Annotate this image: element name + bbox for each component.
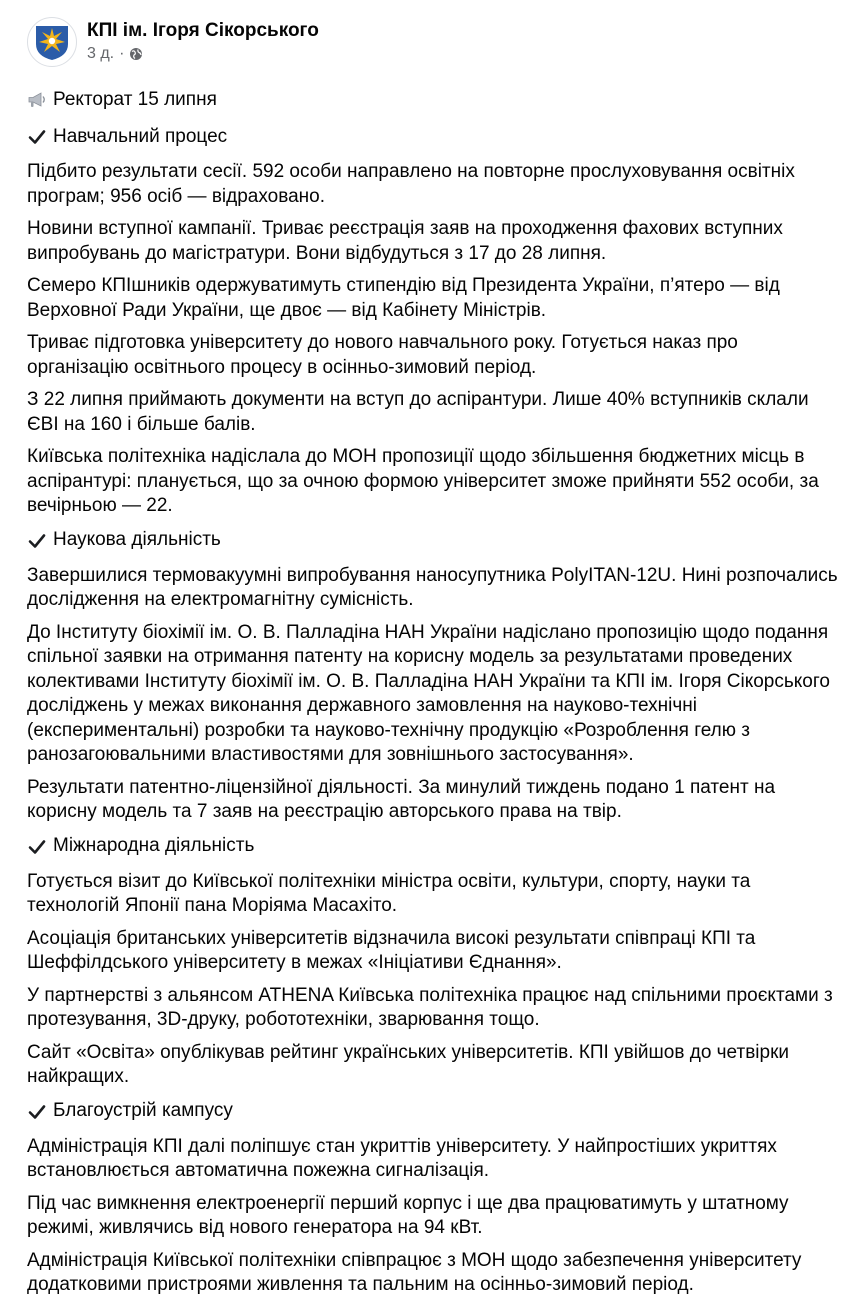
section-title-campus — [27, 1098, 842, 1126]
page-avatar[interactable] — [27, 17, 77, 67]
university-logo-icon — [32, 22, 72, 62]
post-timestamp[interactable]: 3 д. — [87, 45, 115, 62]
paragraph: Семеро КПІшників одержуватимуть стипендію від Президента України, п’ятеро — від Верховної Ради України, ще двоє — від Кабінету Міністрів. — [27, 275, 780, 321]
headline-text: Ректорат 15 липня — [53, 88, 217, 110]
paragraph: Київська політехніка надіслала до МОН пропозиції щодо збільшення бюджетних місць в аспірантурі: планується, що за очною формою університет зможе прийняти 552 особи, за вечірньою — 22. — [27, 446, 819, 516]
paragraph: Адміністрація КПІ далі поліпшує стан укриттів університету. У найпростіших укриттях встановлюється автоматична пожежна сигналізація. — [27, 1135, 777, 1181]
paragraph: Підбито результати сесії. 592 особи направлено на повторне прослуховування освітніх програм; 956 осіб — відраховано. — [27, 161, 795, 207]
section-title: Міжнародна діяльність — [53, 835, 255, 857]
paragraph: Під час вимкнення електроенергії перший корпус і ще два працюватимуть у штатному режимі, живлячись від нового генератора на 94 кВт. — [27, 1192, 789, 1238]
paragraph: Триває підготовка університету до нового навчального року. Готується наказ про організацію освітнього процесу в осінньо-зимовий період. — [27, 332, 738, 378]
post-headline — [27, 86, 842, 114]
post-meta — [87, 43, 319, 65]
section-title: Навчальний процес — [53, 125, 228, 147]
paragraph: Адміністрація Київської політехніки співпрацює з МОН щодо забезпечення університету додатковими пристроями живлення та пальним на осінньо-зимовий період. — [27, 1249, 802, 1295]
meta-separator: · — [119, 45, 125, 62]
paragraph: Асоціація британських університетів відзначила високі результати співпраці КПІ та Шеффілдського університету в межах «Ініціативи Єднання». — [27, 927, 756, 973]
page-name[interactable]: КПІ ім. Ігоря Сікорського — [87, 20, 319, 41]
paragraph: У партнерстві з альянсом ATHENA Київська політехніка працює над спільними проєктами з протезування, 3D-друку, робототехніки, зварювання тощо. — [27, 984, 833, 1030]
paragraph: До Інституту біохімії ім. О. В. Палладіна НАН України надіслано пропозицію щодо подання спільної заявки на отримання патенту на корисну модель за результатами проведених колективами Інституту біохімії ім. О. В. Палладіна НАН України та КПІ ім. Ігоря Сікорського досліджень у межах виконання державного замовлення на науково-технічні (експериментальні) розробки та науково-технічну продукцію «Розроблення гелю з ранозагоювальними властивостями для зовнішнього застосування». — [27, 621, 830, 765]
check-mark-icon — [27, 1102, 47, 1122]
paragraph: Завершилися термовакуумні випробування наносупутника PolyITAN-12U. Нині розпочались дослідження на електромагнітну сумісність. — [27, 564, 838, 610]
section-title: Наукова діяльність — [53, 529, 221, 551]
section-title-international — [27, 833, 842, 861]
section-title-science — [27, 527, 842, 555]
check-mark-icon — [27, 837, 47, 857]
check-mark-icon — [27, 531, 47, 551]
post-header — [27, 14, 844, 70]
megaphone-icon — [27, 90, 47, 110]
paragraph: Готується візит до Київської політехніки міністра освіти, культури, спорту, науки та технологій Японії пана Моріяма Масахіто. — [27, 870, 751, 916]
paragraph: Сайт «Освіта» опублікував рейтинг українських університетів. КПІ увійшов до четвірки найкращих. — [27, 1041, 790, 1087]
section-title: Благоустрій кампусу — [53, 1100, 233, 1122]
paragraph: Результати патентно-ліцензійної діяльності. За минулий тиждень подано 1 патент на корисну модель та 7 заяв на реєстрацію авторського права на твір. — [27, 776, 776, 822]
post-text — [27, 86, 842, 1298]
check-mark-icon — [27, 127, 47, 147]
globe-icon[interactable] — [129, 47, 143, 61]
paragraph: З 22 липня приймають документи на вступ до аспірантури. Лише 40% вступників склали ЄВІ на 160 і більше балів. — [27, 389, 809, 435]
paragraph: Новини вступної кампанії. Триває реєстрація заяв на проходження фахових вступних випробувань до магістратури. Вони відбудуться з 17 до 28 липня. — [27, 218, 783, 264]
section-title-study — [27, 123, 842, 151]
